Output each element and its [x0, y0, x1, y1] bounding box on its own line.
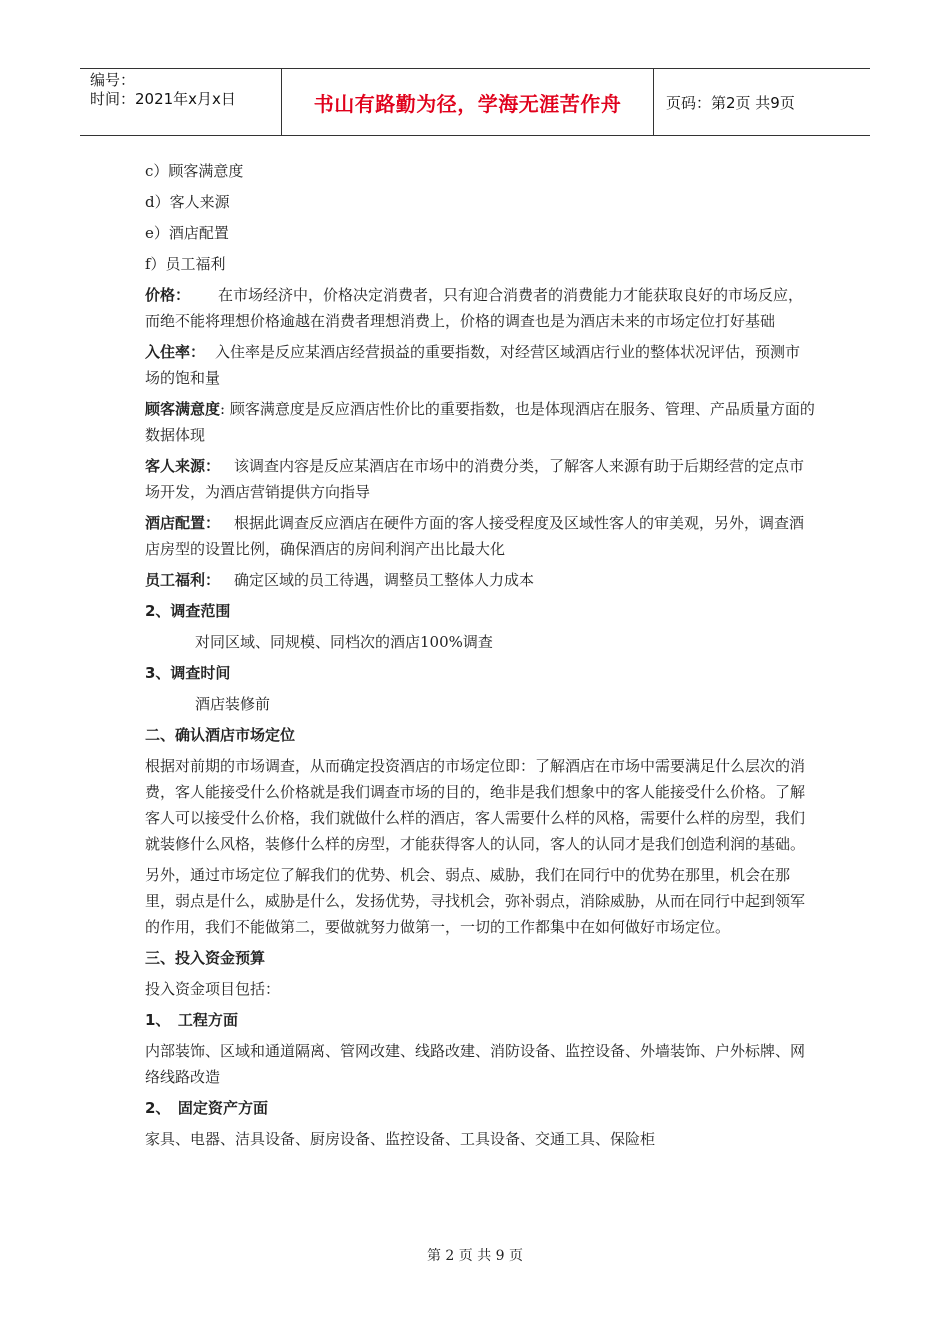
- definition-text: 确定区域的员工待遇，调整员工整体人力成本: [234, 571, 535, 589]
- section-heading: 3、调查时间: [145, 664, 231, 682]
- header-meta: [80, 69, 282, 135]
- paragraph: 根据对前期的市场调查，从而确定投资酒店的市场定位即：了解酒店在市场中需要满足什么层次的消费，客人能接受什么价格就是我们调查市场的目的，绝非是我们想象中的客人能接受什么价格。了解客人可以接受什么价格，我们就做什么样的酒店，客人需要什么样的风格，需要什么样的房型，我们就装修什么风格，装修什么样的房型，才能获得客人的认同，客人的认同才是我们创造利润的基础。: [145, 757, 806, 853]
- definition-occupancy: [145, 339, 815, 391]
- definition-guest-source: [145, 453, 815, 505]
- definition-term: 入住率：: [145, 343, 206, 361]
- header-motto: 书山有路勤为径，学海无涯苦作舟: [313, 91, 622, 116]
- list-item: f）员工福利: [145, 255, 226, 273]
- definition-term: 员工福利：: [145, 571, 221, 589]
- header-page-info: [654, 69, 870, 135]
- subsection-heading: 1、 工程方面: [145, 1011, 238, 1029]
- list-item: c）顾客满意度: [145, 162, 244, 180]
- page-footer: 第 2 页 共 9 页: [426, 1248, 524, 1264]
- list-item: d）客人来源: [145, 193, 230, 211]
- definition-staff-welfare: [145, 567, 815, 593]
- section-heading: 二、确认酒店市场定位: [145, 726, 296, 744]
- definition-term: 客人来源：: [145, 457, 221, 475]
- definition-text: 入住率是反应某酒店经营损益的重要指数，对经营区域酒店行业的整体状况评估，预测市场的饱和量: [145, 343, 801, 387]
- definition-price: [145, 282, 815, 334]
- section-heading: 三、投入资金预算: [145, 949, 266, 967]
- definition-text: 根据此调查反应酒店在硬件方面的客人接受程度及区域性客人的审美观，另外，调查酒店房型的设置比例，确保酒店的房间利润产出比最大化: [145, 514, 805, 558]
- definition-hotel-config: [145, 510, 815, 562]
- definition-term: 酒店配置：: [145, 514, 221, 532]
- definition-text: 在市场经济中，价格决定消费者，只有迎合消费者的消费能力才能获取良好的市场反应，而绝不能将理想价格逾越在消费者理想消费上，价格的调查也是为酒店未来的市场定位打好基础: [145, 286, 804, 330]
- page-header: [80, 68, 870, 136]
- list-item: e）酒店配置: [145, 224, 229, 242]
- header-motto-cell: [282, 69, 654, 135]
- definition-text: 该调查内容是反应某酒店在市场中的消费分类，了解客人来源有助于后期经营的定点市场开发，为酒店营销提供方向指导: [145, 457, 805, 501]
- definition-term: 顾客满意度: [145, 400, 221, 418]
- paragraph: 内部装饰、区域和通道隔离、管网改建、线路改建、消防设备、监控设备、外墙装饰、户外标牌、网络线路改造: [145, 1042, 806, 1086]
- document-number-label: 编号：: [90, 71, 136, 89]
- section-heading: 2、调查范围: [145, 602, 231, 620]
- definition-text: : 顾客满意度是反应酒店性价比的重要指数，也是体现酒店在服务、管理、产品质量方面的数据体现: [145, 400, 815, 444]
- document-body: [145, 158, 815, 1157]
- definition-term: 价格：: [145, 286, 191, 304]
- paragraph: 家具、电器、洁具设备、厨房设备、监控设备、工具设备、交通工具、保险柜: [145, 1130, 656, 1148]
- document-date: 时间：2021年x月x日: [90, 90, 236, 108]
- time-text: 酒店装修前: [195, 695, 271, 713]
- subsection-heading: 2、 固定资产方面: [145, 1099, 268, 1117]
- paragraph: 另外，通过市场定位了解我们的优势、机会、弱点、威胁，我们在同行中的优势在那里，机会在那里，弱点是什么，威胁是什么，发扬优势，寻找机会，弥补弱点，消除威胁，从而在同行中起到领军的作用，我们不能做第二，要做就努力做第一，一切的工作都集中在如何做好市场定位。: [145, 866, 806, 936]
- page-number-label: 页码：第2页 共9页: [666, 93, 795, 112]
- scope-text: 对同区域、同规模、同档次的酒店100%调查: [195, 633, 493, 651]
- paragraph: 投入资金项目包括：: [145, 980, 281, 998]
- definition-satisfaction: [145, 396, 815, 448]
